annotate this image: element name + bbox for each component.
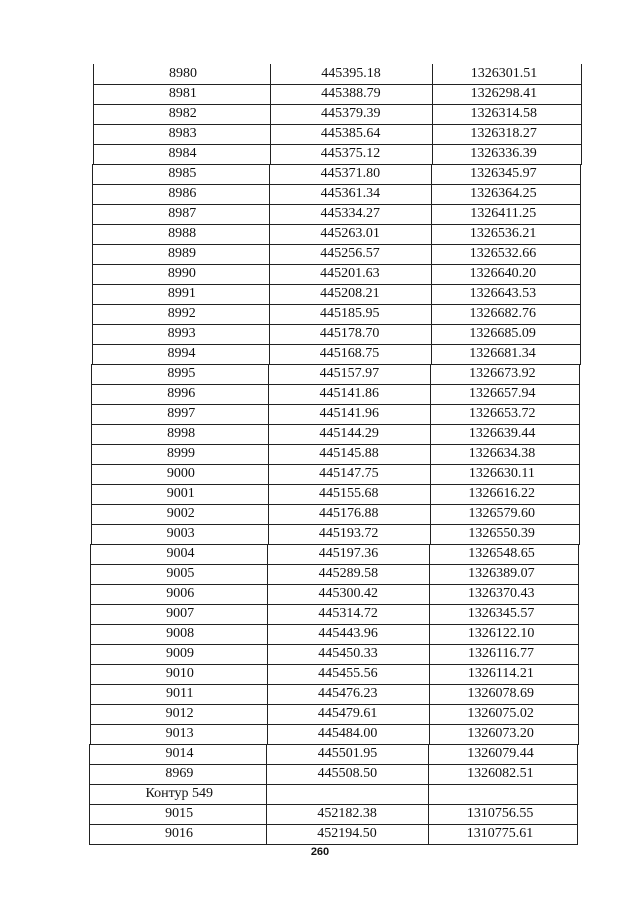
column-divider (428, 824, 429, 845)
table-cell-point-number: 9010 (165, 666, 194, 681)
column-divider (92, 164, 93, 185)
table-cell-coordinate-x: 445289.58 (318, 566, 379, 581)
column-divider (93, 124, 94, 145)
column-divider (93, 104, 94, 125)
column-divider (431, 324, 432, 345)
table-cell-coordinate-x: 445501.95 (317, 746, 378, 761)
column-divider (428, 804, 429, 825)
column-divider (90, 624, 91, 645)
table-cell-coordinate-y: 1326536.21 (469, 226, 537, 241)
column-divider (580, 244, 581, 265)
column-divider (92, 344, 93, 365)
column-divider (93, 64, 94, 85)
column-divider (266, 784, 267, 805)
column-divider (431, 344, 432, 365)
column-divider (429, 704, 430, 725)
column-divider (269, 264, 270, 285)
table-cell-point-number: 9015 (165, 806, 194, 821)
table-cell-coordinate-y: 1326640.20 (469, 266, 537, 281)
column-divider (269, 204, 270, 225)
column-divider (579, 384, 580, 405)
column-divider (429, 624, 430, 645)
table-cell-coordinate-x: 445185.95 (319, 306, 380, 321)
table-cell-coordinate-x: 445395.18 (321, 66, 381, 81)
table-cell-coordinate-x: 445361.34 (320, 186, 381, 201)
column-divider (92, 244, 93, 265)
table-cell-point-number: 8982 (168, 106, 197, 121)
column-divider (92, 304, 93, 325)
table-cell-point-number: 8983 (168, 126, 197, 141)
table-cell-coordinate-y: 1326548.65 (468, 546, 535, 561)
column-divider (578, 544, 579, 565)
column-divider (581, 84, 582, 105)
column-divider (91, 424, 92, 445)
column-divider (578, 724, 579, 745)
table-cell-coordinate-y: 1326079.44 (467, 746, 534, 761)
column-divider (91, 404, 92, 425)
column-divider (581, 124, 582, 145)
table-cell-coordinate-y: 1326345.97 (470, 166, 537, 181)
column-divider (430, 464, 431, 485)
table-cell-point-number: 9008 (166, 626, 195, 641)
table-cell-point-number: 9011 (166, 686, 194, 701)
table-cell-coordinate-y: 1326630.11 (468, 466, 535, 481)
column-divider (89, 824, 90, 845)
table-cell-point-number: 9000 (166, 466, 195, 481)
column-divider (430, 364, 431, 385)
column-divider (432, 124, 433, 145)
column-divider (578, 644, 579, 665)
column-divider (578, 684, 579, 705)
column-divider (92, 264, 93, 285)
column-divider (578, 704, 579, 725)
column-divider (268, 464, 269, 485)
table-cell-coordinate-y: 1326318.27 (470, 126, 537, 141)
table-cell-point-number: 8981 (168, 86, 197, 101)
column-divider (431, 184, 432, 205)
table-cell-point-number: 9006 (166, 586, 195, 601)
column-divider (269, 224, 270, 245)
column-divider (268, 384, 269, 405)
column-divider (579, 524, 580, 545)
column-divider (429, 564, 430, 585)
column-divider (90, 584, 91, 605)
table-cell-coordinate-y: 1326370.43 (468, 586, 535, 601)
column-divider (93, 84, 94, 105)
column-divider (270, 124, 271, 145)
table-cell-point-number: 8992 (167, 306, 196, 321)
table-cell-coordinate-y: 1310775.61 (466, 826, 534, 841)
table-cell-point-number: 8990 (167, 266, 196, 281)
column-divider (578, 564, 579, 585)
table-cell-coordinate-y: 1326122.10 (467, 626, 535, 641)
table-cell-coordinate-y: 1326616.22 (468, 486, 536, 501)
table-cell-coordinate-y: 1326116.77 (467, 646, 534, 661)
table-cell-point-number: 8991 (167, 286, 196, 301)
column-divider (93, 144, 94, 165)
column-divider (270, 104, 271, 125)
table-cell-coordinate-y: 1326643.53 (469, 286, 537, 301)
column-divider (90, 644, 91, 665)
table-cell-coordinate-y: 1326336.39 (470, 146, 537, 161)
column-divider (429, 644, 430, 665)
table-cell-coordinate-y: 1326579.60 (468, 506, 535, 521)
column-divider (90, 564, 91, 585)
table-cell-point-number: 8993 (167, 326, 196, 341)
table-cell-coordinate-x: 452194.50 (317, 826, 377, 841)
column-divider (90, 684, 91, 705)
column-divider (91, 464, 92, 485)
table-cell-coordinate-y: 1326550.39 (468, 526, 535, 541)
table-cell-coordinate-x: 445176.88 (318, 506, 379, 521)
table-cell-point-number: Контур 549 (145, 786, 214, 801)
table-cell-coordinate-x: 445168.75 (319, 346, 380, 361)
column-divider (92, 224, 93, 245)
table-cell-coordinate-y: 1326389.07 (468, 566, 535, 581)
column-divider (579, 424, 580, 445)
column-divider (429, 664, 430, 685)
column-divider (577, 744, 578, 765)
column-divider (268, 424, 269, 445)
column-divider (430, 504, 431, 525)
table-cell-point-number: 9009 (165, 646, 194, 661)
column-divider (579, 504, 580, 525)
column-divider (269, 164, 270, 185)
column-divider (269, 284, 270, 305)
column-divider (428, 744, 429, 765)
column-divider (267, 564, 268, 585)
column-divider (267, 544, 268, 565)
column-divider (577, 784, 578, 805)
column-divider (267, 604, 268, 625)
table-cell-coordinate-x: 445476.23 (318, 686, 378, 701)
table-cell-coordinate-y: 1326114.21 (467, 666, 534, 681)
table-cell-coordinate-y: 1326082.51 (467, 766, 534, 781)
column-divider (581, 104, 582, 125)
column-divider (432, 144, 433, 165)
column-divider (429, 544, 430, 565)
column-divider (431, 244, 432, 265)
table-cell-coordinate-x: 445197.36 (318, 546, 379, 561)
column-divider (431, 284, 432, 305)
column-divider (91, 524, 92, 545)
table-cell-coordinate-x: 445145.88 (319, 446, 379, 461)
table-cell-point-number: 8996 (167, 386, 196, 401)
column-divider (580, 264, 581, 285)
column-divider (428, 784, 429, 805)
table-cell-coordinate-x: 445193.72 (318, 526, 379, 541)
table-cell-coordinate-x: 445178.70 (319, 326, 380, 341)
table-cell-coordinate-x: 445371.80 (320, 166, 381, 181)
column-divider (91, 364, 92, 385)
column-divider (90, 544, 91, 565)
column-divider (266, 744, 267, 765)
column-divider (266, 764, 267, 785)
table-cell-point-number: 9002 (166, 506, 195, 521)
column-divider (430, 424, 431, 445)
table-cell-point-number: 8997 (167, 406, 196, 421)
column-divider (91, 444, 92, 465)
table-cell-coordinate-y: 1326657.94 (469, 386, 536, 401)
column-divider (268, 404, 269, 425)
column-divider (579, 404, 580, 425)
table-cell-coordinate-y: 1326673.92 (469, 366, 536, 381)
column-divider (430, 484, 431, 505)
table-cell-point-number: 8994 (167, 346, 196, 361)
table-cell-point-number: 9005 (166, 566, 195, 581)
column-divider (428, 764, 429, 785)
table-cell-coordinate-y: 1326075.02 (467, 706, 534, 721)
column-divider (92, 284, 93, 305)
table-cell-coordinate-y: 1326078.69 (467, 686, 535, 701)
table-cell-coordinate-x: 445455.56 (318, 666, 378, 681)
table-cell-coordinate-x: 445157.97 (319, 366, 380, 381)
column-divider (91, 484, 92, 505)
table-cell-coordinate-x: 445147.75 (319, 466, 379, 481)
column-divider (269, 304, 270, 325)
table-cell-point-number: 9013 (165, 726, 194, 741)
page-number: 260 (310, 846, 330, 858)
column-divider (269, 184, 270, 205)
column-divider (580, 324, 581, 345)
table-cell-point-number: 9014 (165, 746, 194, 761)
table-cell-point-number: 9001 (166, 486, 195, 501)
table-cell-coordinate-y: 1310756.55 (466, 806, 534, 821)
table-cell-coordinate-y: 1326411.25 (470, 206, 537, 221)
column-divider (580, 304, 581, 325)
column-divider (429, 684, 430, 705)
column-divider (266, 804, 267, 825)
table-cell-point-number: 8986 (168, 186, 197, 201)
column-divider (580, 284, 581, 305)
column-divider (432, 104, 433, 125)
table-cell-point-number: 8984 (168, 146, 197, 161)
column-divider (89, 804, 90, 825)
table-cell-point-number: 8998 (167, 426, 196, 441)
column-divider (267, 624, 268, 645)
column-divider (430, 444, 431, 465)
table-cell-coordinate-x: 445450.33 (318, 646, 378, 661)
table-cell-coordinate-y: 1326345.57 (467, 606, 535, 621)
column-divider (268, 504, 269, 525)
column-divider (267, 664, 268, 685)
column-divider (430, 524, 431, 545)
table-cell-point-number: 9003 (166, 526, 195, 541)
column-divider (269, 324, 270, 345)
column-divider (92, 184, 93, 205)
column-divider (267, 684, 268, 705)
column-divider (581, 144, 582, 165)
column-divider (92, 324, 93, 345)
column-divider (580, 204, 581, 225)
table-cell-coordinate-y: 1326301.51 (470, 66, 538, 81)
column-divider (432, 84, 433, 105)
column-divider (580, 224, 581, 245)
column-divider (90, 664, 91, 685)
column-divider (89, 784, 90, 805)
table-cell-point-number: 8999 (167, 446, 195, 461)
table-cell-coordinate-y: 1326314.58 (470, 106, 537, 121)
column-divider (270, 144, 271, 165)
table-cell-coordinate-x: 445141.86 (319, 386, 380, 401)
table-cell-point-number: 8969 (165, 766, 194, 781)
table-cell-coordinate-y: 1326532.66 (469, 246, 537, 261)
table-cell-coordinate-y: 1326298.41 (470, 86, 538, 101)
table-cell-point-number: 8985 (168, 166, 197, 181)
table-cell-coordinate-x: 445256.57 (320, 246, 380, 261)
table-cell-point-number: 9004 (166, 546, 195, 561)
column-divider (266, 824, 267, 845)
column-divider (431, 204, 432, 225)
table-cell-coordinate-x: 445508.50 (317, 766, 378, 781)
column-divider (431, 264, 432, 285)
table-cell-point-number: 8987 (168, 206, 197, 221)
table-cell-point-number: 8980 (168, 66, 197, 81)
table-cell-coordinate-x: 445385.64 (320, 126, 381, 141)
column-divider (429, 724, 430, 745)
column-divider (578, 624, 579, 645)
table-cell-coordinate-y: 1326639.44 (468, 426, 536, 441)
column-divider (268, 444, 269, 465)
column-divider (579, 464, 580, 485)
column-divider (429, 604, 430, 625)
column-divider (268, 484, 269, 505)
column-divider (579, 484, 580, 505)
table-cell-point-number: 8989 (168, 246, 197, 261)
table-cell-point-number: 9012 (165, 706, 194, 721)
column-divider (92, 204, 93, 225)
column-divider (577, 804, 578, 825)
column-divider (431, 224, 432, 245)
table-cell-coordinate-y: 1326634.38 (468, 446, 536, 461)
table-cell-coordinate-x: 445300.42 (318, 586, 379, 601)
table-cell-coordinate-y: 1326653.72 (468, 406, 536, 421)
table-cell-coordinate-y: 1326682.76 (469, 306, 536, 321)
table-cell-coordinate-x: 445314.72 (318, 606, 378, 621)
column-divider (578, 604, 579, 625)
table-cell-coordinate-x: 445375.12 (320, 146, 381, 161)
row-divider (89, 844, 577, 845)
column-divider (269, 344, 270, 365)
table-cell-coordinate-x: 445208.21 (320, 286, 380, 301)
table-cell-point-number: 9007 (166, 606, 195, 621)
column-divider (90, 724, 91, 745)
column-divider (270, 84, 271, 105)
column-divider (430, 384, 431, 405)
column-divider (430, 404, 431, 425)
table-cell-coordinate-x: 445155.68 (319, 486, 379, 501)
table-cell-coordinate-x: 445443.96 (318, 626, 378, 641)
column-divider (267, 584, 268, 605)
table-cell-coordinate-x: 452182.38 (317, 806, 377, 821)
column-divider (267, 704, 268, 725)
column-divider (268, 364, 269, 385)
table-cell-coordinate-x: 445388.79 (321, 86, 381, 101)
column-divider (432, 64, 433, 85)
column-divider (578, 664, 579, 685)
column-divider (429, 584, 430, 605)
column-divider (267, 724, 268, 745)
column-divider (269, 244, 270, 265)
table-cell-coordinate-x: 445201.63 (320, 266, 380, 281)
column-divider (91, 384, 92, 405)
column-divider (580, 344, 581, 365)
column-divider (268, 524, 269, 545)
column-divider (91, 504, 92, 525)
column-divider (267, 644, 268, 665)
column-divider (578, 584, 579, 605)
table-cell-coordinate-y: 1326681.34 (469, 346, 536, 361)
column-divider (577, 824, 578, 845)
table-cell-point-number: 8995 (167, 366, 196, 381)
table-cell-coordinate-y: 1326685.09 (469, 326, 536, 341)
column-divider (90, 604, 91, 625)
column-divider (431, 164, 432, 185)
column-divider (89, 744, 90, 765)
column-divider (90, 704, 91, 725)
column-divider (579, 364, 580, 385)
table-cell-coordinate-x: 445141.96 (319, 406, 379, 421)
column-divider (270, 64, 271, 85)
table-cell-point-number: 9016 (165, 826, 194, 841)
table-cell-coordinate-x: 445334.27 (320, 206, 380, 221)
column-divider (580, 184, 581, 205)
table-cell-coordinate-x: 445144.29 (319, 426, 379, 441)
column-divider (89, 764, 90, 785)
column-divider (581, 64, 582, 85)
table-cell-point-number: 8988 (168, 226, 197, 241)
table-cell-coordinate-x: 445379.39 (320, 106, 381, 121)
column-divider (579, 444, 580, 465)
table-cell-coordinate-x: 445479.61 (317, 706, 378, 721)
column-divider (431, 304, 432, 325)
column-divider (577, 764, 578, 785)
table-cell-coordinate-x: 445263.01 (320, 226, 380, 241)
table-cell-coordinate-x: 445484.00 (317, 726, 378, 741)
table-cell-coordinate-y: 1326364.25 (470, 186, 537, 201)
column-divider (580, 164, 581, 185)
table-cell-coordinate-y: 1326073.20 (467, 726, 534, 741)
